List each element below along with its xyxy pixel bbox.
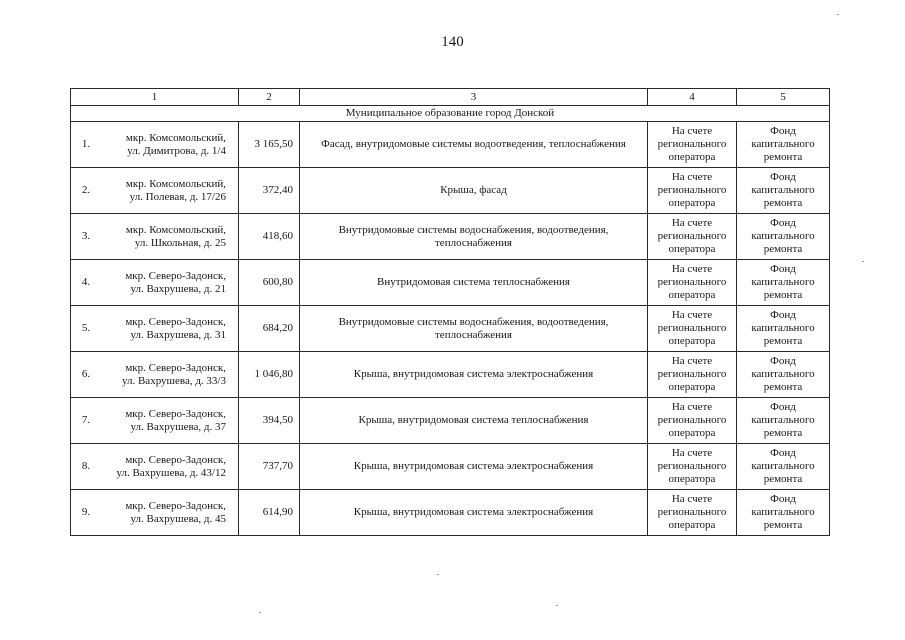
row-cell-number-address [71, 306, 239, 352]
row-number: 4. [81, 276, 91, 289]
row-account-line: На счете [671, 355, 713, 368]
row-owner-line: капитального [751, 184, 815, 197]
row-address-line: ул. Вахрушева, д. 45 [130, 512, 226, 525]
row-cell-number-address [71, 168, 239, 214]
row-account [648, 490, 737, 536]
row-owner-line: ремонта [763, 288, 803, 301]
row-account-line: оператора [668, 472, 716, 485]
row-owner-line: Фонд [770, 171, 796, 184]
row-account-line: На счете [671, 401, 713, 414]
scan-speck [837, 14, 839, 15]
row-address-line: мкр. Комсомольский, [125, 177, 226, 190]
row-account-line: регионального [657, 322, 727, 335]
row-account-line: На счете [671, 171, 713, 184]
row-works [300, 214, 648, 260]
row-address-line: ул. Вахрушева, д. 31 [130, 328, 226, 341]
row-number: 6. [81, 368, 91, 381]
page-number: 140 [441, 34, 464, 50]
row-owner-line: ремонта [763, 150, 803, 163]
row-owner-line: ремонта [763, 472, 803, 485]
row-account [648, 122, 737, 168]
row-owner-line: ремонта [763, 196, 803, 209]
row-account [648, 352, 737, 398]
row-owner-line: Фонд [770, 447, 796, 460]
row-cell-number-address [71, 260, 239, 306]
row-address [98, 500, 235, 526]
row-works-line: Фасад, внутридомовые системы водоотведения, теплоснабжения [321, 138, 626, 151]
row-works [300, 352, 648, 398]
row-account-line: оператора [668, 426, 716, 439]
row-cell-number-address [71, 398, 239, 444]
row-works [300, 490, 648, 536]
row-account [648, 306, 737, 352]
table-row [71, 490, 830, 536]
row-address [98, 178, 235, 204]
row-address-line: мкр. Северо-Задонск, [125, 315, 226, 328]
column-number-row [71, 89, 830, 106]
row-owner [737, 352, 830, 398]
row-account-line: регионального [657, 138, 727, 151]
row-cell-number-address [71, 352, 239, 398]
section-title: Муниципальное образование город Донской [71, 106, 830, 122]
row-account-line: оператора [668, 334, 716, 347]
row-cost: 418,60 [239, 214, 300, 260]
row-address-line: мкр. Северо-Задонск, [125, 407, 226, 420]
row-address-line: ул. Школьная, д. 25 [134, 236, 226, 249]
row-owner-line: Фонд [770, 125, 796, 138]
row-number: 9. [81, 506, 91, 519]
row-works-line: Крыша, внутридомовая система электроснабжения [353, 368, 594, 381]
row-cost: 394,50 [239, 398, 300, 444]
row-owner-line: капитального [751, 460, 815, 473]
row-cost: 3 165,50 [239, 122, 300, 168]
row-cost: 614,90 [239, 490, 300, 536]
row-cost: 600,80 [239, 260, 300, 306]
row-works-line: Внутридомовые системы водоснабжения, водоотведения, [338, 315, 609, 328]
row-works-line: теплоснабжения [435, 236, 512, 249]
row-account-line: регионального [657, 460, 727, 473]
row-owner-line: Фонд [770, 355, 796, 368]
row-owner-line: ремонта [763, 242, 803, 255]
row-works [300, 398, 648, 444]
row-owner [737, 306, 830, 352]
scan-speck [437, 574, 439, 575]
row-address-line: ул. Полевая, д. 17/26 [129, 190, 226, 203]
row-address [98, 408, 235, 434]
row-address [98, 454, 235, 480]
row-address-line: ул. Вахрушева, д. 43/12 [116, 466, 226, 479]
row-works-line: Крыша, фасад [440, 184, 507, 197]
row-address [98, 362, 235, 388]
row-address-line: мкр. Комсомольский, [125, 223, 226, 236]
row-cell-number-address [71, 214, 239, 260]
row-owner-line: капитального [751, 506, 815, 519]
row-owner [737, 490, 830, 536]
row-account-line: регионального [657, 414, 727, 427]
row-works [300, 260, 648, 306]
repair-program-table [70, 88, 830, 536]
row-account-line: регионального [657, 276, 727, 289]
row-account-line: оператора [668, 380, 716, 393]
row-account-line: На счете [671, 125, 713, 138]
row-works-line: Крыша, внутридомовая система электроснабжения [353, 460, 594, 473]
row-cell-number-address [71, 490, 239, 536]
row-number: 5. [81, 322, 91, 335]
row-account [648, 214, 737, 260]
row-number: 2. [81, 184, 91, 197]
row-works-line: Внутридомовые системы водоснабжения, водоотведения, [338, 223, 609, 236]
row-cell-number-address [71, 122, 239, 168]
row-account [648, 398, 737, 444]
row-cell-number-address [71, 444, 239, 490]
table-row [71, 260, 830, 306]
table-row [71, 444, 830, 490]
row-owner-line: Фонд [770, 217, 796, 230]
row-owner-line: капитального [751, 322, 815, 335]
table-row [71, 214, 830, 260]
scan-speck [862, 261, 864, 262]
table-row [71, 398, 830, 444]
row-cost: 737,70 [239, 444, 300, 490]
table-row [71, 168, 830, 214]
row-works-line: Крыша, внутридомовая система электроснабжения [353, 506, 594, 519]
row-account-line: На счете [671, 217, 713, 230]
row-owner [737, 214, 830, 260]
row-account-line: регионального [657, 506, 727, 519]
row-works [300, 168, 648, 214]
row-account-line: оператора [668, 518, 716, 531]
row-number: 8. [81, 460, 91, 473]
table-row [71, 122, 830, 168]
row-cost: 684,20 [239, 306, 300, 352]
column-number-5: 5 [737, 89, 830, 106]
row-owner [737, 260, 830, 306]
row-works [300, 122, 648, 168]
row-owner-line: Фонд [770, 401, 796, 414]
row-address [98, 132, 235, 158]
row-works [300, 306, 648, 352]
scan-speck [259, 612, 261, 613]
row-account [648, 168, 737, 214]
row-owner [737, 398, 830, 444]
scan-speck [556, 605, 558, 606]
row-account [648, 260, 737, 306]
row-address-line: мкр. Северо-Задонск, [125, 361, 226, 374]
row-address-line: мкр. Северо-Задонск, [125, 269, 226, 282]
table-row [71, 306, 830, 352]
row-works [300, 444, 648, 490]
row-owner [737, 444, 830, 490]
column-number-1: 1 [71, 89, 239, 106]
row-owner-line: капитального [751, 138, 815, 151]
row-account-line: регионального [657, 368, 727, 381]
row-account [648, 444, 737, 490]
row-number: 7. [81, 414, 91, 427]
row-works-line: теплоснабжения [435, 328, 512, 341]
row-account-line: оператора [668, 242, 716, 255]
row-owner-line: Фонд [770, 493, 796, 506]
row-address-line: мкр. Северо-Задонск, [125, 453, 226, 466]
row-account-line: регионального [657, 230, 727, 243]
row-address-line: ул. Вахрушева, д. 33/3 [121, 374, 226, 387]
row-number: 3. [81, 230, 91, 243]
row-address-line: мкр. Комсомольский, [125, 131, 226, 144]
row-address-line: ул. Вахрушева, д. 21 [130, 282, 226, 295]
row-works-line: Внутридомовая система теплоснабжения [377, 276, 570, 289]
row-owner-line: ремонта [763, 334, 803, 347]
row-account-line: На счете [671, 493, 713, 506]
row-address [98, 224, 235, 250]
row-works-line: Крыша, внутридомовая система теплоснабжения [358, 414, 589, 427]
row-account-line: оператора [668, 196, 716, 209]
row-address-line: ул. Вахрушева, д. 37 [130, 420, 226, 433]
row-owner-line: ремонта [763, 426, 803, 439]
row-owner-line: ремонта [763, 518, 803, 531]
row-number: 1. [81, 138, 91, 151]
row-account-line: На счете [671, 447, 713, 460]
row-owner-line: ремонта [763, 380, 803, 393]
row-owner-line: Фонд [770, 263, 796, 276]
row-owner-line: капитального [751, 414, 815, 427]
row-address [98, 316, 235, 342]
row-owner-line: капитального [751, 368, 815, 381]
column-number-3: 3 [300, 89, 648, 106]
row-account-line: регионального [657, 184, 727, 197]
row-cost: 372,40 [239, 168, 300, 214]
row-account-line: На счете [671, 263, 713, 276]
column-number-4: 4 [648, 89, 737, 106]
row-account-line: оператора [668, 288, 716, 301]
row-owner [737, 122, 830, 168]
row-owner-line: капитального [751, 276, 815, 289]
row-owner-line: Фонд [770, 309, 796, 322]
column-number-2: 2 [239, 89, 300, 106]
row-owner-line: капитального [751, 230, 815, 243]
row-address [98, 270, 235, 296]
table-row [71, 352, 830, 398]
row-account-line: оператора [668, 150, 716, 163]
row-address-line: ул. Димитрова, д. 1/4 [127, 144, 226, 157]
section-row [71, 106, 830, 122]
row-account-line: На счете [671, 309, 713, 322]
row-owner [737, 168, 830, 214]
row-address-line: мкр. Северо-Задонск, [125, 499, 226, 512]
row-cost: 1 046,80 [239, 352, 300, 398]
